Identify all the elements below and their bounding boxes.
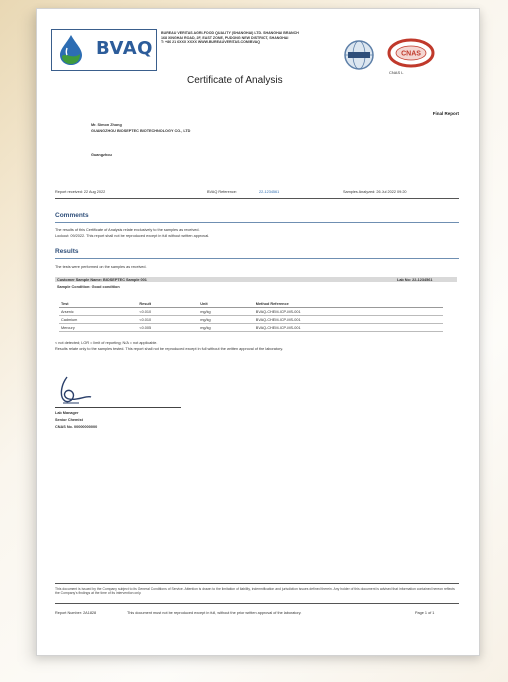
table-cell: Arsenic [59, 308, 137, 316]
footnote: Results relate only to the samples tested. This report shall not be reproduced except in full without the written approval of the laboratory. [55, 347, 284, 351]
address-line: BUREAU VERITAS AGRI-FOOD QUALITY (SHANGHAI) LTD. SHANGHAI BRANCH [161, 31, 299, 35]
water-drop-icon [58, 34, 84, 66]
table-cell: mg/kg [198, 316, 254, 324]
table-cell: BVAQ-CHEM-ICP-MS-001 [254, 308, 443, 316]
lab-number: Lab No: 22-1234561 [397, 277, 433, 282]
signature-image [53, 375, 93, 405]
signatory-name: Lab Manager [55, 411, 79, 415]
results-note: The tests were performed on the samples as received. [55, 265, 147, 269]
results-heading: Results [55, 248, 79, 255]
lab-address [161, 31, 357, 45]
column-header: Method Reference [254, 301, 443, 308]
table-row [59, 324, 443, 332]
cnas-badge-icon [387, 37, 435, 69]
table-cell: mg/kg [198, 324, 254, 332]
footer-disclaimer: This document is issued by the Company subject to its General Conditions of Service. Attention is drawn to the limitation of liability, indemnification and jurisdiction issues defined therein. Any holder of this document is advised that information contained hereon reflects the Company's findings at the time of its intervention only. [55, 587, 455, 596]
column-header: Result [137, 301, 198, 308]
accreditation-label: CNAS L [389, 70, 404, 75]
comments-heading: Comments [55, 212, 89, 219]
divider [55, 583, 459, 584]
table-row [59, 316, 443, 324]
certificate-page [36, 8, 480, 656]
sample-name: Customer Sample Name: BIOSEPTEC Sample 001 [57, 277, 147, 282]
divider [55, 198, 459, 199]
divider [55, 603, 459, 604]
table-cell: <0.010 [137, 308, 198, 316]
signatory-role: Senior Chemist [55, 418, 83, 422]
analysis-date: Samples Analyzed: 26 Jul 2022 09:20 [343, 190, 407, 194]
accreditation-globe-icon [343, 39, 375, 71]
address-line: 168 XINGHAI ROAD, 2F, EAST ZONE, PUDONG NEW DISTRICT, SHANGHAI [161, 35, 289, 40]
client-company: GUANGZHOU BIOSEPTEC BIOTECHNOLOGY CO., LTD [91, 129, 191, 133]
logo-wordmark: BVAQ [96, 38, 153, 59]
column-header: Unit [198, 301, 254, 308]
table-cell: BVAQ-CHEM-ICP-MS-001 [254, 324, 443, 332]
table-cell: <0.005 [137, 324, 198, 332]
column-header: Test [59, 301, 137, 308]
address-line: T: +86 21 6XXX XXXX WWW.BUREAUVERITAS.COM/BVAQ [161, 40, 261, 45]
table-row [59, 308, 443, 316]
reference-value: 22-1234561 [259, 190, 280, 194]
bvaq-logo [51, 29, 157, 71]
footnote: < not detected; LOR = limit of reporting; N/A = not applicable. [55, 341, 158, 345]
divider [55, 258, 459, 259]
table-cell: Cadmium [59, 316, 137, 324]
table-cell: BVAQ-CHEM-ICP-MS-001 [254, 316, 443, 324]
client-attention: Mr. Simon Zhong [91, 123, 122, 127]
comment-line: The results of this Certificate of Analysis relate exclusively to the samples as received. [55, 228, 200, 232]
table-cell: mg/kg [198, 308, 254, 316]
signature-line [55, 407, 181, 408]
sample-condition: Sample Condition: Good condition [57, 285, 120, 289]
report-number: Report Number: 2A1828 [55, 611, 97, 615]
divider [55, 222, 459, 223]
table-cell: Mercury [59, 324, 137, 332]
table-cell: <0.010 [137, 316, 198, 324]
certificate-title: Certificate of Analysis [187, 75, 283, 86]
reference-label: BVAQ Reference: [207, 190, 237, 194]
client-city: Guangzhou [91, 153, 112, 157]
page-number: Page 1 of 1 [415, 611, 435, 615]
results-table [59, 301, 443, 332]
report-status: Final Report [432, 111, 459, 116]
report-received: Report received: 22 Aug 2022 [55, 190, 106, 194]
comment-line: Lockout: 09/2022. This report shall not be reproduced except in full without written approval. [55, 234, 210, 238]
signatory-id: CNAS No. 00000000000 [55, 425, 98, 429]
footer-note: This document must not be reproduced except in full, without the prior written approval of the laboratory. [127, 611, 302, 615]
cnas-badge-text: CNAS [401, 50, 421, 58]
